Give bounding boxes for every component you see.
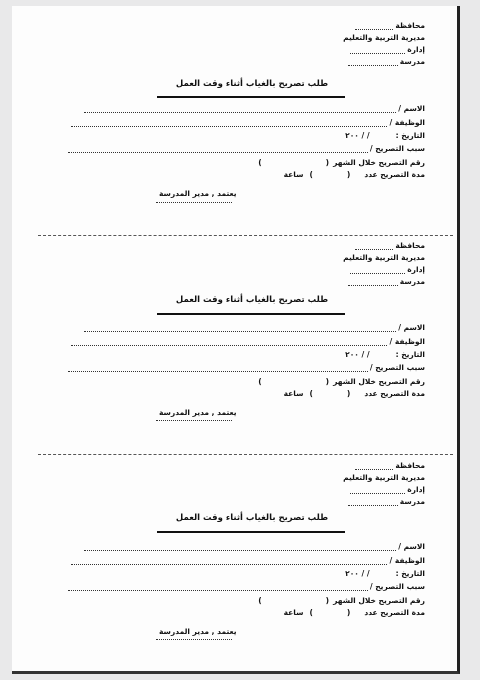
date-value[interactable]: / / ٢٠٠	[345, 569, 370, 578]
signature-label: يعتمد , مدير المدرسة	[159, 408, 237, 417]
governorate-label: محافظة	[395, 21, 425, 30]
name-field[interactable]	[84, 544, 396, 551]
name-label: الاسم /	[398, 104, 425, 113]
school-row	[348, 57, 425, 66]
job-label: الوظيفة /	[389, 556, 425, 565]
duration-row: مدة التصريح عدد ( ) ساعة	[283, 170, 425, 179]
duration-label: مدة التصريح عدد	[364, 608, 425, 617]
governorate-field[interactable]	[355, 463, 393, 470]
name-label: الاسم /	[398, 323, 425, 332]
permit-number-label: رقم التصريح خلال الشهر	[333, 377, 425, 386]
name-row	[84, 104, 425, 113]
signature-label: يعتمد , مدير المدرسة	[159, 189, 237, 198]
permit-number-label: رقم التصريح خلال الشهر	[333, 158, 425, 167]
signature-line[interactable]	[156, 420, 232, 421]
governorate-field[interactable]	[355, 243, 393, 250]
reason-row	[68, 144, 425, 153]
school-label: مدرسة	[399, 277, 425, 286]
reason-label: سبب التصريح /	[369, 363, 425, 372]
signature-line[interactable]	[156, 202, 232, 203]
reason-label: سبب التصريح /	[369, 144, 425, 153]
reason-field[interactable]	[68, 584, 368, 591]
directorate-label: مديرية التربية والتعليم	[343, 253, 425, 262]
title-underline	[157, 531, 345, 533]
hours-label: ساعة	[283, 389, 304, 398]
school-field[interactable]	[348, 499, 398, 506]
name-label: الاسم /	[398, 542, 425, 551]
date-value[interactable]: / / ٢٠٠	[345, 350, 370, 359]
directorate-label: مديرية التربية والتعليم	[343, 33, 425, 42]
hours-label: ساعة	[283, 608, 304, 617]
name-field[interactable]	[84, 106, 396, 113]
duration-label: مدة التصريح عدد	[364, 389, 425, 398]
governorate-label: محافظة	[395, 241, 425, 250]
administration-field[interactable]	[350, 267, 405, 274]
duration-label: مدة التصريح عدد	[364, 170, 425, 179]
governorate-row	[355, 21, 425, 30]
reason-label: سبب التصريح /	[369, 582, 425, 591]
form-title: طلب تصريح بالغياب أثناء وقت العمل	[175, 513, 329, 523]
job-field[interactable]	[71, 339, 387, 346]
job-label: الوظيفة /	[389, 337, 425, 346]
school-field[interactable]	[348, 279, 398, 286]
form-title: طلب تصريح بالغياب أثناء وقت العمل	[175, 295, 329, 305]
job-field[interactable]	[71, 558, 387, 565]
name-field[interactable]	[84, 325, 396, 332]
form-title: طلب تصريح بالغياب أثناء وقت العمل	[175, 79, 329, 89]
date-label: التاريخ :	[395, 131, 425, 140]
signature-label: يعتمد , مدير المدرسة	[159, 627, 237, 636]
date-row	[345, 131, 425, 140]
title-underline	[157, 313, 345, 315]
date-label: التاريخ :	[395, 350, 425, 359]
date-label: التاريخ :	[395, 569, 425, 578]
administration-label: إدارة	[407, 265, 425, 274]
administration-field[interactable]	[350, 487, 405, 494]
directorate-label: مديرية التربية والتعليم	[343, 473, 425, 482]
permit-form-3: محافظة مديرية التربية والتعليم إدارة مدرسة طلب تصريح بالغياب أثناء وقت العمل الاسم / الوظيفة / التاريخ : / / ٢٠٠ سبب التصريح / رقم التصريح خلال الشهر ( ) مدة التصريح عدد ( ) ساعة يعتمد , مدير المدرسة	[12, 456, 460, 674]
hours-label: ساعة	[283, 170, 304, 179]
permit-number-row: رقم التصريح خلال الشهر ( )	[258, 158, 425, 167]
administration-label: إدارة	[407, 485, 425, 494]
title-underline	[157, 96, 345, 98]
job-field[interactable]	[71, 120, 387, 127]
school-label: مدرسة	[399, 497, 425, 506]
form-sheet	[12, 6, 460, 674]
permit-form-1	[12, 16, 460, 234]
governorate-field[interactable]	[355, 23, 393, 30]
reason-field[interactable]	[68, 146, 368, 153]
date-value[interactable]: / / ٢٠٠	[345, 131, 370, 140]
job-label: الوظيفة /	[389, 118, 425, 127]
school-label: مدرسة	[399, 57, 425, 66]
school-field[interactable]	[348, 59, 398, 66]
administration-row	[350, 45, 425, 54]
job-row	[71, 118, 425, 127]
governorate-label: محافظة	[395, 461, 425, 470]
signature-line[interactable]	[156, 639, 232, 640]
administration-field[interactable]	[350, 47, 405, 54]
cut-line-2	[38, 454, 453, 455]
permit-number-label: رقم التصريح خلال الشهر	[333, 596, 425, 605]
reason-field[interactable]	[68, 365, 368, 372]
administration-label: إدارة	[407, 45, 425, 54]
permit-form-2: محافظة مديرية التربية والتعليم إدارة مدرسة طلب تصريح بالغياب أثناء وقت العمل الاسم / الوظيفة / التاريخ : / / ٢٠٠ سبب التصريح / رقم التصريح خلال الشهر ( ) مدة التصريح عدد ( ) ساعة يعتمد , مدير المدرسة	[12, 236, 460, 454]
